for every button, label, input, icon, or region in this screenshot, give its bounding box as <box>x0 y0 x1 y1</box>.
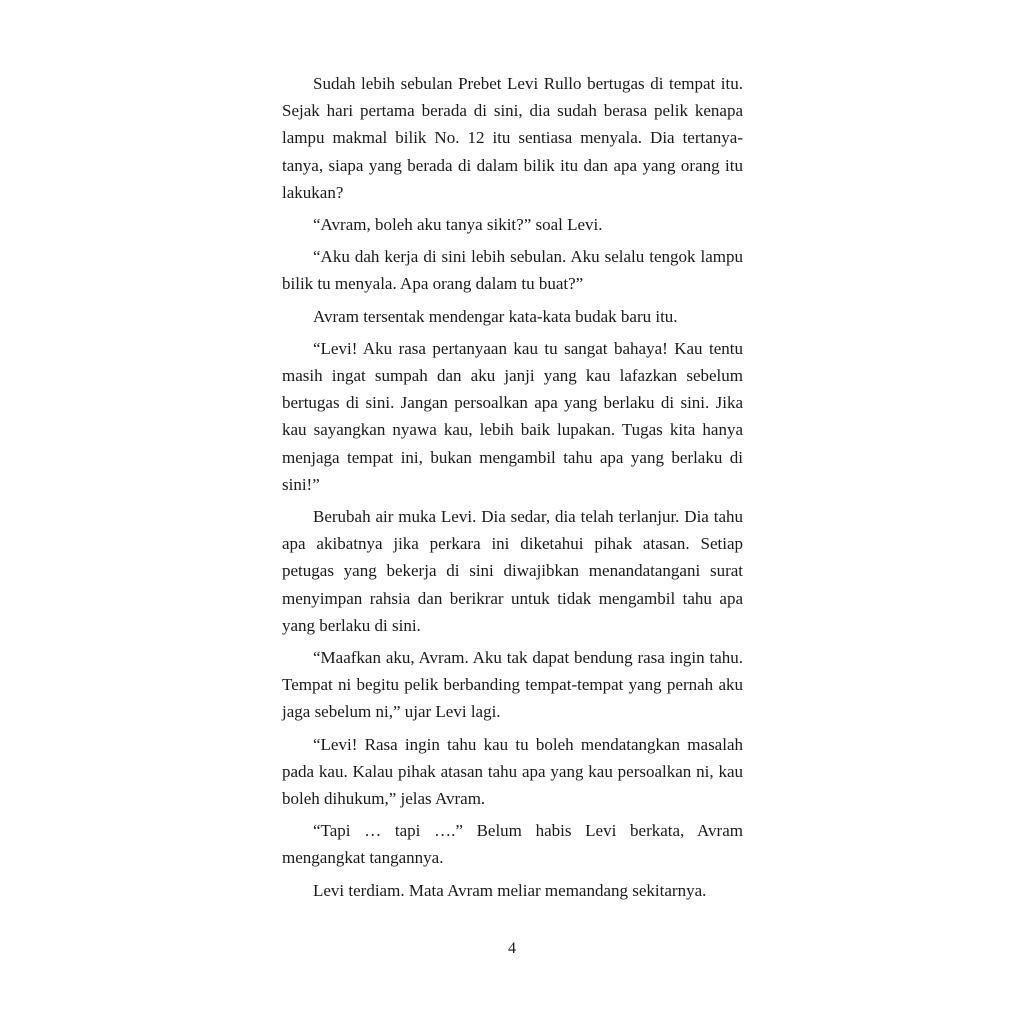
paragraph-1: Sudah lebih sebulan Prebet Levi Rullo bertugas di tempat itu. Sejak hari pertama berada di sini, dia sudah berasa pelik kenapa lampu makmal bilik No. 12 itu sentiasa menyala. Dia tertanya-tanya, siapa yang berada di dalam bilik itu dan apa yang orang itu lakukan? <box>282 74 743 202</box>
body-text <box>282 70 743 909</box>
paragraph-8: “Levi! Rasa ingin tahu kau tu boleh mendatangkan masalah pada kau. Kalau pihak atasan tahu apa yang kau persoalkan ni, kau boleh dihukum,” jelas Avram. <box>282 734 743 809</box>
paragraph-10: Levi terdiam. Mata Avram meliar memandang sekitarnya. <box>313 880 707 900</box>
paragraph-5: “Levi! Aku rasa pertanyaan kau tu sangat bahaya! Kau tentu masih ingat sumpah dan aku janji yang kau lafazkan sebelum bertugas di sini. Jangan persoalkan apa yang berlaku di sini. Jika kau sayangkan nyawa kau, lebih baik lupakan. Tugas kita hanya menjaga tempat ini, bukan mengambil tahu apa yang berlaku di sini!” <box>282 338 743 494</box>
paragraph-9: “Tapi … tapi ….” Belum habis Levi berkata, Avram mengangkat tangannya. <box>282 821 743 868</box>
page-number: 4 <box>508 940 516 957</box>
paragraph-6: Berubah air muka Levi. Dia sedar, dia telah terlanjur. Dia tahu apa akibatnya jika perkara ini diketahui pihak atasan. Setiap petugas yang bekerja di sini diwajibkan menandatangani surat menyimpan rahsia dan berikrar untuk tidak mengambil tahu apa yang berlaku di sini. <box>282 507 743 635</box>
paragraph-7: “Maafkan aku, Avram. Aku tak dapat bendung rasa ingin tahu. Tempat ni begitu pelik berbanding tempat-tempat yang pernah aku jaga sebelum ni,” ujar Levi lagi. <box>282 648 743 722</box>
paragraph-2: “Avram, boleh aku tanya sikit?” soal Levi. <box>313 215 603 235</box>
paragraph-3: “Aku dah kerja di sini lebih sebulan. Aku selalu tengok lampu bilik tu menyala. Apa orang dalam tu buat?” <box>282 247 743 294</box>
paragraph-4: Avram tersentak mendengar kata-kata budak baru itu. <box>313 306 678 326</box>
